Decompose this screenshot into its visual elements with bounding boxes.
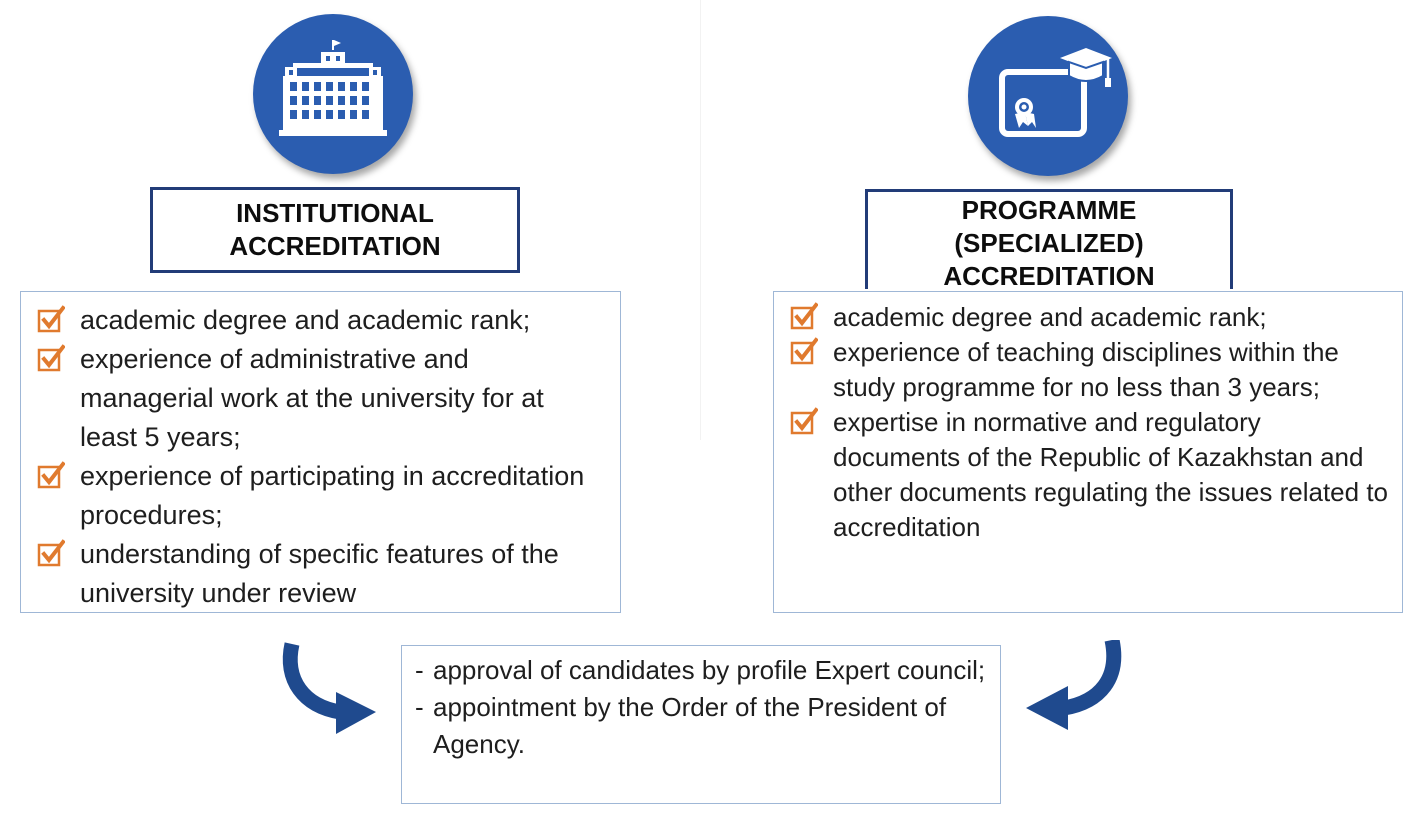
list-item (21, 457, 602, 535)
checkbox-checked-icon (790, 337, 818, 365)
title-line: (SPECIALIZED) (954, 228, 1144, 258)
list-item (415, 652, 990, 689)
list-item-text: experience of teaching disciplines within the study programme for no less than 3 years; (833, 337, 1339, 402)
list-item-text: understanding of specific features of the university under review (80, 539, 559, 608)
list-item-text: experience of participating in accreditation procedures; (80, 461, 585, 530)
list-item (774, 405, 1388, 545)
checkbox-checked-icon (37, 344, 65, 372)
title-line: INSTITUTIONAL (236, 198, 434, 228)
curved-arrow-right-icon (278, 640, 382, 740)
list-item-text: appointment by the Order of the President of Agency. (433, 692, 947, 759)
column-divider (700, 0, 701, 440)
checkbox-checked-icon (790, 407, 818, 435)
list-item-text: academic degree and academic rank; (833, 302, 1267, 332)
programme-icon-circle (968, 16, 1128, 176)
dash-bullet: - (415, 655, 424, 685)
list-item-text: academic degree and academic rank; (80, 305, 531, 335)
university-building-icon (253, 14, 413, 174)
title-line: ACCREDITATION (943, 261, 1155, 291)
institutional-accreditation-title (150, 187, 520, 273)
curved-arrow-left-icon (1022, 640, 1126, 740)
institution-icon-circle (253, 14, 413, 174)
list-item-text: approval of candidates by profile Expert council; (433, 655, 986, 685)
title-line: PROGRAMME (961, 195, 1137, 225)
checkbox-checked-icon (37, 461, 65, 489)
list-item (21, 301, 602, 340)
list-item-text: experience of administrative and managerial work at the university for at least 5 years; (80, 344, 544, 452)
list-item (21, 340, 602, 457)
list-item (774, 300, 1388, 335)
list-item-text: expertise in normative and regulatory documents of the Republic of Kazakhstan and other documents regulating the issues related to accreditation (833, 407, 1389, 542)
dash-bullet: - (415, 692, 424, 722)
programme-requirements-box (773, 291, 1403, 613)
diploma-graduation-cap-icon (968, 16, 1128, 176)
institutional-requirements-box (20, 291, 621, 613)
list-item (415, 689, 990, 763)
title-line: ACCREDITATION (229, 231, 441, 261)
list-item (774, 335, 1388, 405)
checkbox-checked-icon (37, 539, 65, 567)
appointment-procedure-box (401, 645, 1001, 804)
checkbox-checked-icon (790, 302, 818, 330)
programme-accreditation-title (865, 189, 1233, 289)
list-item (21, 535, 602, 613)
checkbox-checked-icon (37, 305, 65, 333)
